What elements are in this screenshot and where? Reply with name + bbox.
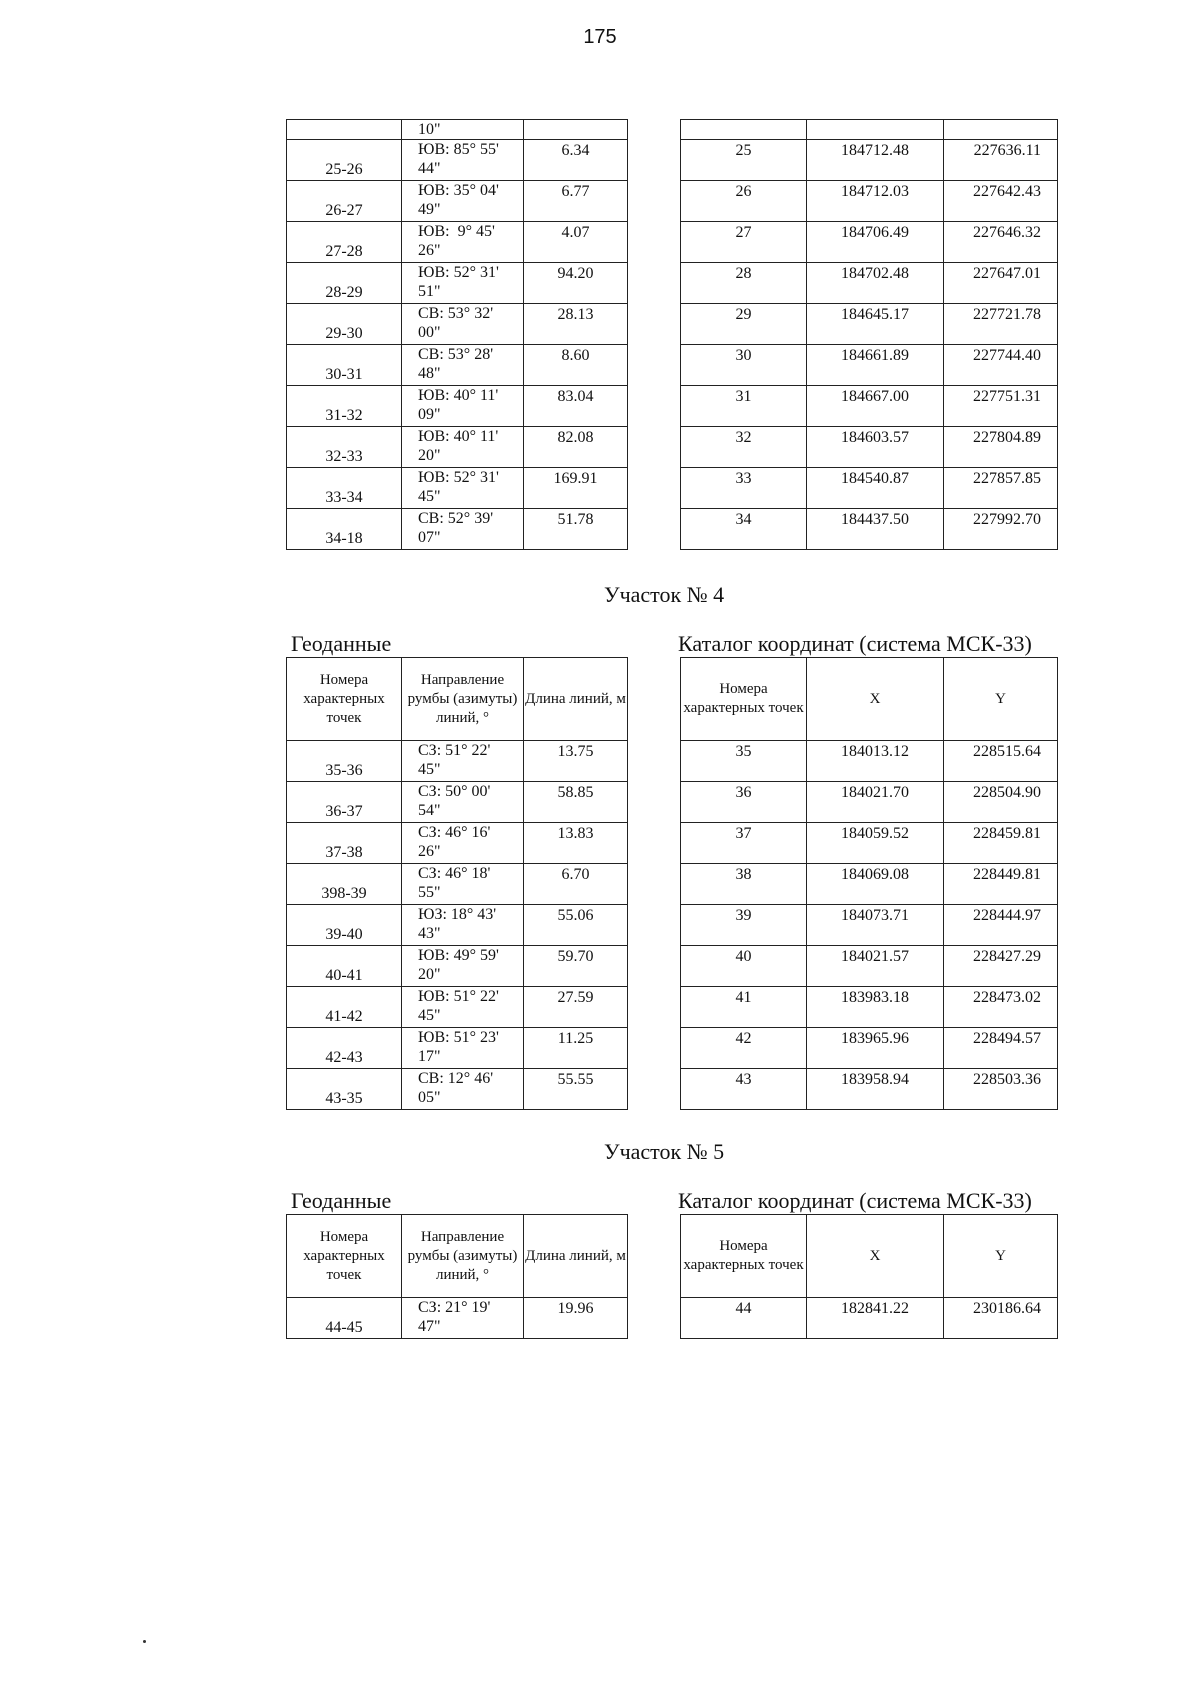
x-coordinate-cell: 184661.89 xyxy=(807,345,944,386)
point-number-cell: 38 xyxy=(681,864,807,905)
table-row xyxy=(681,1298,1058,1339)
length-cell: 11.25 xyxy=(524,1028,628,1069)
length-cell: 27.59 xyxy=(524,987,628,1028)
catalog-label: Каталог координат (система МСК-33) xyxy=(678,631,1032,656)
scan-speck xyxy=(143,1640,146,1643)
direction-cell: СВ: 52° 39' 07" xyxy=(402,509,524,550)
table-header-row xyxy=(287,658,628,741)
point-pair-cell: 25-26 xyxy=(287,140,402,181)
point-pair-cell: 35-36 xyxy=(287,741,402,782)
point-number-cell: 35 xyxy=(681,741,807,782)
table-row xyxy=(287,120,628,140)
point-number-cell: 33 xyxy=(681,468,807,509)
point-pair-cell: 32-33 xyxy=(287,427,402,468)
point-pair-cell: 40-41 xyxy=(287,946,402,987)
x-coordinate-cell: 184437.50 xyxy=(807,509,944,550)
point-pair-cell: 43-35 xyxy=(287,1069,402,1110)
table-row xyxy=(287,427,628,468)
table-row xyxy=(681,427,1058,468)
y-coordinate-cell: 227857.85 xyxy=(944,468,1058,509)
x-coordinate-cell: 184702.48 xyxy=(807,263,944,304)
point-number-cell: 37 xyxy=(681,823,807,864)
point-pair-cell: 29-30 xyxy=(287,304,402,345)
section-4-geodata-table xyxy=(286,657,628,1110)
table-row xyxy=(681,304,1058,345)
direction-cell: СЗ: 50° 00' 54" xyxy=(402,782,524,823)
point-pair-cell: 27-28 xyxy=(287,222,402,263)
y-coordinate-cell: 227804.89 xyxy=(944,427,1058,468)
header-y: Y xyxy=(944,658,1058,741)
table-row xyxy=(681,1028,1058,1069)
direction-cell: ЮЗ: 18° 43' 43" xyxy=(402,905,524,946)
x-coordinate-cell: 184059.52 xyxy=(807,823,944,864)
table-row xyxy=(681,905,1058,946)
direction-cell: ЮВ: 52° 31' 45" xyxy=(402,468,524,509)
direction-cell: ЮВ: 51° 23' 17" xyxy=(402,1028,524,1069)
point-number-cell: 27 xyxy=(681,222,807,263)
table-row xyxy=(287,1069,628,1110)
table-row xyxy=(681,782,1058,823)
y-coordinate-cell: 228504.90 xyxy=(944,782,1058,823)
y-coordinate-cell: 227647.01 xyxy=(944,263,1058,304)
direction-cell: ЮВ: 51° 22' 45" xyxy=(402,987,524,1028)
table-row xyxy=(681,120,1058,140)
x-coordinate-cell: 184603.57 xyxy=(807,427,944,468)
length-cell: 51.78 xyxy=(524,509,628,550)
length-cell: 169.91 xyxy=(524,468,628,509)
y-coordinate-cell: 228494.57 xyxy=(944,1028,1058,1069)
continuation-catalog-table xyxy=(680,119,1058,550)
table-row xyxy=(681,509,1058,550)
x-coordinate-cell: 183983.18 xyxy=(807,987,944,1028)
direction-cell: СВ: 53° 28' 48" xyxy=(402,345,524,386)
length-cell: 94.20 xyxy=(524,263,628,304)
point-number-cell: 43 xyxy=(681,1069,807,1110)
x-coordinate-cell: 184021.57 xyxy=(807,946,944,987)
y-coordinate-cell: 228444.97 xyxy=(944,905,1058,946)
direction-cell: ЮВ: 40° 11' 20" xyxy=(402,427,524,468)
y-coordinate-cell: 227642.43 xyxy=(944,181,1058,222)
x-coordinate-cell: 184540.87 xyxy=(807,468,944,509)
y-coordinate-cell: 228503.36 xyxy=(944,1069,1058,1110)
x-coordinate-cell: 184073.71 xyxy=(807,905,944,946)
geodata-label: Геоданные xyxy=(291,631,392,656)
table-row xyxy=(681,263,1058,304)
table-row xyxy=(681,345,1058,386)
table-row xyxy=(287,946,628,987)
table-row xyxy=(681,864,1058,905)
page-number: 175 xyxy=(583,26,617,48)
table-row xyxy=(681,1069,1058,1110)
x-coordinate-cell: 184013.12 xyxy=(807,741,944,782)
point-pair-cell: 31-32 xyxy=(287,386,402,427)
length-cell: 83.04 xyxy=(524,386,628,427)
point-pair-cell: 37-38 xyxy=(287,823,402,864)
direction-cell: СВ: 53° 32' 00" xyxy=(402,304,524,345)
length-cell: 28.13 xyxy=(524,304,628,345)
direction-cell: СВ: 12° 46' 05" xyxy=(402,1069,524,1110)
continuation-geodata-table xyxy=(286,119,628,550)
table-row xyxy=(287,345,628,386)
length-cell: 19.96 xyxy=(524,1298,628,1339)
table-row xyxy=(681,741,1058,782)
point-pair-cell: 28-29 xyxy=(287,263,402,304)
table-row xyxy=(287,782,628,823)
point-number-cell: 40 xyxy=(681,946,807,987)
point-number-cell: 41 xyxy=(681,987,807,1028)
y-coordinate-cell: 227646.32 xyxy=(944,222,1058,263)
header-length: Длина линий, м xyxy=(524,1215,628,1298)
header-points: Номера характерных точек xyxy=(681,658,807,741)
length-cell: 82.08 xyxy=(524,427,628,468)
direction-cell: СЗ: 46° 16' 26" xyxy=(402,823,524,864)
table-row xyxy=(287,987,628,1028)
direction-cell: ЮВ: 49° 59' 20" xyxy=(402,946,524,987)
header-x: X xyxy=(807,658,944,741)
length-cell: 55.55 xyxy=(524,1069,628,1110)
length-cell: 8.60 xyxy=(524,345,628,386)
point-pair-cell: 41-42 xyxy=(287,987,402,1028)
table-header-row xyxy=(681,1215,1058,1298)
x-coordinate-cell: 184645.17 xyxy=(807,304,944,345)
section-5-catalog-table xyxy=(680,1214,1058,1339)
point-pair-cell: 30-31 xyxy=(287,345,402,386)
point-number-cell: 31 xyxy=(681,386,807,427)
y-coordinate-cell: 227992.70 xyxy=(944,509,1058,550)
direction-cell: ЮВ: 40° 11' 09" xyxy=(402,386,524,427)
direction-cell: ЮВ: 9° 45' 26" xyxy=(402,222,524,263)
x-coordinate-cell: 184667.00 xyxy=(807,386,944,427)
direction-cell: СЗ: 21° 19' 47" xyxy=(402,1298,524,1339)
table-row xyxy=(287,1298,628,1339)
table-row xyxy=(287,222,628,263)
table-row xyxy=(681,386,1058,427)
table-row xyxy=(287,823,628,864)
table-row xyxy=(681,222,1058,263)
table-row xyxy=(681,468,1058,509)
point-number-cell: 39 xyxy=(681,905,807,946)
section-4-catalog-table xyxy=(680,657,1058,1110)
table-row xyxy=(287,386,628,427)
y-coordinate-cell: 227751.31 xyxy=(944,386,1058,427)
table-header-row xyxy=(287,1215,628,1298)
table-row xyxy=(287,263,628,304)
header-length: Длина линий, м xyxy=(524,658,628,741)
x-coordinate-cell: 184712.03 xyxy=(807,181,944,222)
point-pair-cell: 33-34 xyxy=(287,468,402,509)
table-row xyxy=(287,468,628,509)
point-number-cell: 29 xyxy=(681,304,807,345)
x-coordinate-cell: 184069.08 xyxy=(807,864,944,905)
length-cell: 6.34 xyxy=(524,140,628,181)
header-points: Номера характерных точек xyxy=(287,1215,402,1298)
y-coordinate-cell: 227721.78 xyxy=(944,304,1058,345)
table-row xyxy=(287,905,628,946)
x-coordinate-cell: 184712.48 xyxy=(807,140,944,181)
x-coordinate-cell: 183958.94 xyxy=(807,1069,944,1110)
point-number-cell: 30 xyxy=(681,345,807,386)
table-row xyxy=(681,987,1058,1028)
point-pair-cell: 36-37 xyxy=(287,782,402,823)
y-coordinate-cell: 227636.11 xyxy=(944,140,1058,181)
table-row xyxy=(681,181,1058,222)
geodata-label: Геоданные xyxy=(291,1188,392,1213)
catalog-label: Каталог координат (система МСК-33) xyxy=(678,1188,1032,1213)
table-row xyxy=(287,741,628,782)
section-5-geodata-table xyxy=(286,1214,628,1339)
length-cell: 4.07 xyxy=(524,222,628,263)
direction-cell: ЮВ: 85° 55' 44" xyxy=(402,140,524,181)
length-cell: 59.70 xyxy=(524,946,628,987)
section-4-title: Участок № 4 xyxy=(604,582,725,607)
x-coordinate-cell: 184706.49 xyxy=(807,222,944,263)
point-pair-cell: 34-18 xyxy=(287,509,402,550)
point-number-cell: 32 xyxy=(681,427,807,468)
point-pair-cell: 26-27 xyxy=(287,181,402,222)
point-number-cell: 25 xyxy=(681,140,807,181)
header-points: Номера характерных точек xyxy=(287,658,402,741)
y-coordinate-cell: 228473.02 xyxy=(944,987,1058,1028)
point-pair-cell: 42-43 xyxy=(287,1028,402,1069)
point-number-cell: 34 xyxy=(681,509,807,550)
point-number-cell: 28 xyxy=(681,263,807,304)
point-pair-cell: 398-39 xyxy=(287,864,402,905)
point-number-cell: 36 xyxy=(681,782,807,823)
table-row xyxy=(681,140,1058,181)
header-direction: Направление румбы (азимуты) линий, ° xyxy=(402,658,524,741)
direction-cell: СЗ: 51° 22' 45" xyxy=(402,741,524,782)
table-row xyxy=(287,509,628,550)
table-row xyxy=(287,1028,628,1069)
length-cell: 6.70 xyxy=(524,864,628,905)
direction-cell: ЮВ: 52° 31' 51" xyxy=(402,263,524,304)
y-coordinate-cell: 228449.81 xyxy=(944,864,1058,905)
table-row xyxy=(287,864,628,905)
y-coordinate-cell: 228427.29 xyxy=(944,946,1058,987)
header-y: Y xyxy=(944,1215,1058,1298)
point-pair-cell: 39-40 xyxy=(287,905,402,946)
point-number-cell: 26 xyxy=(681,181,807,222)
length-cell: 58.85 xyxy=(524,782,628,823)
header-points: Номера характерных точек xyxy=(681,1215,807,1298)
table-header-row xyxy=(681,658,1058,741)
header-x: X xyxy=(807,1215,944,1298)
table-row xyxy=(287,140,628,181)
point-pair-cell: 44-45 xyxy=(287,1298,402,1339)
length-cell: 13.83 xyxy=(524,823,628,864)
length-cell: 6.77 xyxy=(524,181,628,222)
table-row xyxy=(287,181,628,222)
section-5-title: Участок № 5 xyxy=(604,1139,725,1164)
y-coordinate-cell: 227744.40 xyxy=(944,345,1058,386)
point-number-cell: 44 xyxy=(681,1298,807,1339)
table-row xyxy=(681,946,1058,987)
y-coordinate-cell: 228459.81 xyxy=(944,823,1058,864)
x-coordinate-cell: 184021.70 xyxy=(807,782,944,823)
y-coordinate-cell: 230186.64 xyxy=(944,1298,1058,1339)
header-direction: Направление румбы (азимуты) линий, ° xyxy=(402,1215,524,1298)
y-coordinate-cell: 228515.64 xyxy=(944,741,1058,782)
direction-cell: ЮВ: 35° 04' 49" xyxy=(402,181,524,222)
direction-cell: СЗ: 46° 18' 55" xyxy=(402,864,524,905)
x-coordinate-cell: 183965.96 xyxy=(807,1028,944,1069)
point-number-cell: 42 xyxy=(681,1028,807,1069)
length-cell: 55.06 xyxy=(524,905,628,946)
x-coordinate-cell: 182841.22 xyxy=(807,1298,944,1339)
direction-cell: 10" xyxy=(402,120,524,140)
length-cell: 13.75 xyxy=(524,741,628,782)
table-row xyxy=(287,304,628,345)
table-row xyxy=(681,823,1058,864)
